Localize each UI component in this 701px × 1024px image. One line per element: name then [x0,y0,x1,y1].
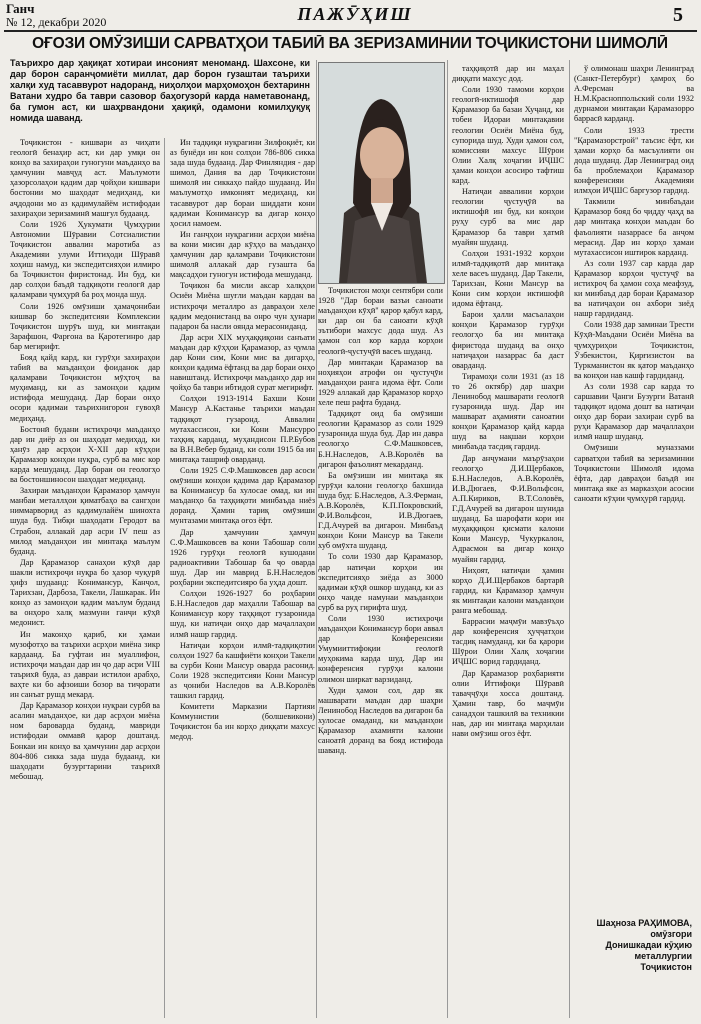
paragraph: Ба омӯзиши ин минтақа як гурӯҳи калони геологҳо бахшида шуда буд: Б.Наследов, А.З.Ферман, А.В.Королёв, К.П.Покровский, Ф.И.Вольфсон, И.В.Дюгаев, Г.Д.Ачурей ва дигарон. Минбаъд конҳои Кони Мансур ва Такели хуб омӯхта шуданд. [318,470,443,551]
article-column-2 [170,138,315,1018]
author-role: Донишкадаи кӯҳию [605,940,692,950]
article-column-5 [574,64,694,916]
paragraph: Барои ҳалли масъалаҳои конҳои Қарамазор гурӯҳи геологҳо ба ин минтақа фиристода шуданд ва онҳо натиҷаҳои назаррас ба даст оварданд. [452,310,564,370]
paragraph: То соли 1930 дар Қарамазор, дар натиҷаи корҳои ин экспедитсияҳо зиёда аз 3000 қадимаи кӯҳӣ ошкор шуданд, ки аз онҳо чанде намунаи маъданҳои сурб ва руҳ гирифта шуд. [318,552,443,612]
issue-date: № 12, декабри 2020 [6,15,107,29]
paragraph: ў олимонаш шаҳри Ленинград (Санкт-Петербург) ҳамроҳ бо А.Ферсман ва Н.М.Красноппольский соли 1932 дурнамои минтақаи Қарамазорро баррасӣ карданд. [574,64,694,124]
article-headline: ОҒОЗИ ОМӮЗИШИ САРВАТҲОИ ТАБИӢ ВА ЗЕРИЗАМИНИИ ТОҶИКИСТОНИ ШИМОЛӢ [32,35,668,52]
paragraph: Аз соли 1937 сар карда дар Қарамазор корҳои ҷустуҷӯ ва истихроҷ ба ҳамон соҳа меафзуд, ки минбаъд дар бораи Қарамазор ва натиҷаҳои он ахбори зиёд нашр гардиданд. [574,258,694,319]
paragraph: Бостонӣ будани истихроҷи маъданҳо дар ин диёр аз он шаҳодат медиҳад, ки ҳанӯз дар асрҳои X-XII дар кӯҳҳои Қарамазор конҳои нуқра, сурб ва мис кор карда мешуданд. Дар бораи он геологҳо ва бостоншиносон шаҳодат медиҳанд. [10,424,160,485]
paragraph: Солҳои 1926-1927 бо роҳбарии Б.Н.Наследов дар маҳалли Табошар ва Конимансур кору таҳқиқот гузаронида шуд, ки натиҷаи онҳо дар маҷаллаҳои илмӣ нашр гардид. [170,589,315,639]
paragraph: таҳқиқотӣ дар ин маҳал диққати махсус дод. [452,64,564,84]
paragraph: Натиҷаи аввалини корҳои геологии ҷустуҷӯӣ ва иктишофӣ ин буд, ки конҳои руҳу сурб ва мис дар Қарамазор ба таври ҳатмӣ муайян шуданд. [452,187,564,247]
paragraph: Тадқиқот оид ба омӯзиши геологии Қарамазор аз соли 1929 гузаронида шуда буд. Дар ин давра геологҳо С.Ф.Машковсев, Б.Н.Наследов, А.В.Королёв ва дигарон фаъолият мекарданд. [318,409,443,469]
paragraph: Солҳои 1931-1932 корҳои илмӣ-тадқиқотӣ дар минтақа хеле васеъ шуданд. Дар Такели, Тарихзан, Кони Мансур ва Кони сим корҳои иктишофӣ идома ёфтанд. [452,248,564,309]
page-number: 5 [673,4,683,26]
paragraph: Соли 1926 омӯзиши ҳамаҷонибаи кишвар бо экспедитсияи Комплексии Тоҷикистон шурӯъ шуд, ки минтақаи Зарафшон, Фарғона ва Қаротегинро дар бар мегирифт. [10,301,160,351]
paragraph: Баррасии маҷмӯи мавзӯъҳо дар конференсия ҳуҷҷатҳои тасдиқ намуданд, ки ба қарори Шӯрои Олии Халқ хоҷагии ИҶШС ворид гардиданд. [452,617,564,667]
paragraph: Натиҷаи корҳои илмӣ-тадқиқотии солҳои 1927 ба кашфиёти конҳои Такели ва сурби Кони Мансур оварда расонид. Соли 1928 экспедитсияи Кони Мансур аз ҷониби Наследов ва А.В.Королёв ташкил гардид. [170,640,315,701]
author-role: Тоҷикистон [640,962,692,972]
paragraph: Ин ганҷҳои нуқрагини асрҳои миёна ва кони мисин дар кӯҳҳо ва маъданҳо ҳамчунин дар қаламрави Тоҷикистони шимолӣ аллакай дар гузашта ба мақсадҳои гуногун истифода мешуданд. [170,229,315,280]
article-lead: Таърихро дар ҳақиқат хотираи инсоният меноманд. Шахсоне, ки дар борон саранҷомиёти миллат, дар борон гузаштаи таърихи халқи худ тасаввурот надоранд, ниҳолҳои марҳомоҳон бехтаринн Ватани худро ба таври сазовор баҳогузорӣ карда наметавонанд, ба гумон аст, ки шаҳрвандони ҳақиқӣ, одамони комилҳуқуқ номида шаванд. [10,58,310,123]
section-title: ПАЖӮҲИШ [297,4,413,24]
paragraph: Комитети Марказии Партияи Коммунистии (болшевикони) Тоҷикистон ба ин корҳо диққати махсус медод. [170,702,315,742]
paragraph: Тоҷикон ба мисли аксар халқҳои Осиёи Миёна шуғли маъдан кардан ва истихроҷи металлро аз давраҳои хеле қадим медонистанд ва онро чун ҳунари падарон ба насли оянда мерасониданд. [170,281,315,331]
author-signature [574,918,692,973]
portrait-image [319,63,444,283]
paragraph: Дар Қарамазор конҳои нуқраи сурбӣ ва асалин маъданҳое, ки дар асрҳои миёна ном бароварда буданд, мавриди истифодаи оммавӣ қарор доштанд. Бонкаи ин конҳо ва ҳамчунин дар асрҳои 804-806 сикка зада шуда будаанд, ки шаҳодати бузургтарини таърихӣ мебошад. [10,701,160,781]
paragraph: Ин тадқиқи нуқрагини Зилфоқиёт, ки аз бунёди ин кон солҳои 786-806 сикка зада шуда будаанд. Дар Финляндия - дар шимол, Дания ва дар Тоҷикистони шимолӣ ин сиккаҳо пайдо шудаанд. Ин маълумотҳо имконият медиҳанд, ки тасаввурот дар бораи шиддати кони қадимаи Конимансур ва дигар конҳо ҳосил намоем. [170,138,315,228]
page-header [0,0,701,30]
paragraph: Худи ҳамон сол, дар як машварати маъдан дар шаҳри Ленинобод Наследов ва дигарон ба хулосае омаданд, ки маъданҳои Қарамазор ахамияти калони саноатӣ доранд ва бояд истифода шаванд. [318,685,443,756]
paragraph: Такмили минбаъдаи Қарамазор бояд бо ҷидду ҷаҳд ва дар минтақа конҳои маъдан бо фаъолияти назаррасе ба анҷом мерасид. Дар ин корҳо ҳамаи мутахассисон иштирок карданд. [574,197,694,257]
paragraph: Тоҷикистон моҳи сентябри соли 1928 "Дар бораи вазъи саноати маъданҳои кӯҳӣ" қарор қабул кард, ки дар он ба саноати кӯҳӣ эътибори махсус дода шуд. Аз ҳамон сол кор карда корҳои геологӣ-ҷустуҷӯӣ васеъ шуданд. [318,286,443,356]
paragraph: Бояд қайд кард, ки гурӯҳи захираҳои табиӣ ва маъданҳои фоиданок дар қаламрави Тоҷикистон мӯҳтоҷ ва муҳиманд, ки аз замонҳои қадим истифода мешуданд. Дар бораи онҳо осори қадимаи таърихнигорон гувоҳӣ медиҳанд. [10,352,160,423]
paragraph: Дар анҷумани маърӯзаҳои геологҳо Д.И.Щербаков, Б.Н.Наследов, А.В.Королёв, И.В.Дюгаев, Ф.И.Вольфсон, А.П.Кириков, В.Т.Соловёв, Г.Д.Ачурей ва дигарон шунида шуданд. Ба шарофати кори ин муҳаққиқон қисмати калони Кони Мансур, Чукуркалон, Адрасмон ва дигар конҳо муайян гардид. [452,453,564,564]
paragraph: Соли 1930 истихроҷи маъданҳои Конимансур бори аввал дар Конференсияи Умумииттифоқии геологӣ муҳокима карда шуд. Дар ин конференсия гурӯҳи калони олимон ширкат варзиданд. [318,614,443,684]
paragraph: Соли 1938 дар заминаи Трести Кӯҳӣ-Маъдани Осиёи Миёна ва ҷумҳуриҳои Тоҷикистон, Ӯзбекистон, Қирғизистон ва Туркманистон як қатор маъданҳо ва конҳои нав кашф гардиданд. [574,320,694,380]
paragraph: Дар Қарамазор роҳбарияти олии Иттифоқи Шӯравӣ таваҷҷӯҳи хосса доштанд. Ҳамин тавр, бо маҷмӯи санадҳои ташкилӣ ва техникии нав, дар ин минтақа марҳилаи нави омӯзиш оғоз ёфт. [452,668,564,739]
article-column-1 [10,138,160,1018]
header-divider [4,30,697,32]
article-column-4 [452,64,564,1016]
paragraph: Дар ҳамчунин ҳамчун С.Ф.Машковсев ва кони Табошар соли 1926 гурӯҳи геологӣ кушодани радиоактивии Табошар ба ҷо оварда шуд. Дар ин маврид Б.Н.Наследов роҳбарии экспедитсияро ба уҳда дошт. [170,527,315,588]
paragraph: Тоҷикистон - кишвари аз чиҳати геологӣ бенаҳир аст, ки дар умқи он конҳо ва захираҳои гуногуни маъданҳо ва ҳамчунин мавҷуд аст. Маълумоти ҳазорсолаҳои қадим дар ҷойҳои кишвари бостонии мо шаҳодат медиҳанд, ки аҷдодони мо аз қадимулайём истифодаи захираҳои зеризаминӣ машғул будаанд. [10,138,160,218]
paragraph: Солҳои 1913-1914 Бахши Кони Мансур А.Кастанье таърихи маъдан тадқиқот гузаронд. Аввалин мутахассисон, ки Кони Мансурро таҳқиқ карданд, муҳандисон П.Р.Бубов ва В.Н.Вебер буданд, ки соли 1915 ба ин минтақа ташриф оварданд. [170,394,315,464]
author-role: омӯзгори [650,929,692,939]
paragraph: Соли 1926 Ҳукумати Ҷумҳурии Автономии Шӯравии Сотсиалистии Тоҷикистон аввалин маротиба аз Академияи улуми Иттиҳоди Шӯравӣ хоҳиш намуд, ки экспедитсияҳои илмиро ба Тоҷикистон фиристонад. Ин буд, ки дар солҳои баъдӣ тадқиқоти геологӣ дар қаламрави ҷумҳурӣ ба роҳ монда шуд. [10,219,160,300]
paragraph: Соли 1925 С.Ф.Машковсев дар асоси омӯзиши конҳои қадима дар Қарамазор ва Конимансур ба хулосае омад, ки ин маъданҳо ба таҳқиқоти минбаъда ниёз доранд. Ҳамин тариқ омӯзиши мунтазами минтақа оғоз ёфт. [170,466,315,526]
paragraph: Ин маконҳо қариб, ки ҳамаи музофотҳо ва таърихи асрҳои миёна зикр кардаанд. Ба гуфтаи ин муаллифон, истихроҷи маъдан дар ин ҷо дар асри VIII таърихӣ буда, аз давраи истилои арабҳо, ваҳте ки бо афзоиши бозор ва тиҷорати ин санъат рушд мекард. [10,629,160,700]
paragraph: Соли 1930 тамоми корҳои геологӣ-иктишофӣ дар Қарамазор ба базаи Хуҷанд, ки тобеи Идораи минтақавии геологии Осиёи Миёна буд, супорида шуд. Худи ҳамон сол, комиссияи махсус Шӯрои Олии Халқ хоҷагии ИҶШС ҳамаи конҳои асосиро тафтиш кард. [452,85,564,186]
column-rule [447,60,448,1018]
paragraph: Аз соли 1938 сар карда то саршавии Ҷанги Бузурги Ватанӣ тадқиқот идома дошт ва натиҷаи онҳо дар бораи захираи сурб ва руҳи Қарамазор дар маҷаллаҳои илмӣ нашр шуданд. [574,381,694,442]
column-rule [569,60,570,1018]
paragraph: Омӯзиши муназзами сарватҳои табиӣ ва зеризаминии Тоҷикистони Шимолӣ идома ёфта, дар давраҳои баъдӣ ин минтақа яке аз марказҳои асосии саноати кӯҳии ҷумҳурӣ гардид. [574,443,694,503]
author-name: Шаҳноза РАҲИМОВА, [596,918,692,928]
column-rule [316,60,317,1018]
paper-name: Ганч [6,1,35,16]
article-column-3 [318,286,443,1016]
paragraph: Соли 1933 трести "Қарамазорстрой" таъсис ёфт, ки ҳамаи корҳо ба масъулияти он дода шуданд. Дар Ленинград оид ба проблемаҳои Қарамазор конференсияи Академияи илмҳои ИҶШС баргузор гардид. [574,125,694,196]
paragraph: Тирамоҳи соли 1931 (аз 18 то 26 октябр) дар шаҳри Ленинобод машварати геологӣ гузаронида шуд. Дар ин машварат аҳамияти саноатии конҳои Қарамазор қайд карда шуд ва нақшаи корҳои минбаъда тасдиқ гардид. [452,371,564,452]
paragraph: Дар асри XIX муҳаққиқони санъати маъдан дар кӯҳҳои Қарамазор, аз ҷумла дар Кони сим, Кони мис ва дигарҳо, конҳои қадима ёфтанд ва дар бораи онҳо навиштанд. Истихроҷи маъданҳо дар ин ҷойҳо ба таври ибтидоӣ сурат мегирифт. [170,332,315,393]
author-role: металлургии [634,951,692,961]
column-rule [164,138,165,1018]
paragraph: Дар Қарамазор санаҳои кӯҳӣ дар шакли истихроҷи нуқра бо ҳазор чуқурӣ ҳифз шудаанд: Конимансур, Канҷол, Тарихзан, Дарбоза, Такели, Лашкарак. Ин конҳо аз замонҳои қадим маълум буданд ва онҳоро халқ мазмуни ганҷи кӯҳӣ медонист. [10,557,160,628]
paragraph: Дар минтақаи Қарамазор ва ноҳияҳои атрофи он ҷустуҷӯи маъданҳои ранга идома ёфт. Соли 1929 аллакай дар Қарамазор корҳо хеле пеш рафта буданд. [318,357,443,408]
paragraph: Захираи маъданҳои Қарамазор ҳамчун манбаи металлҳои қиматбаҳо ва сангҳои ниммарворид аз қадимулайём шинохта шуда буд. Тибқи шаҳодати Геродот ва Страбон, аллакай дар асри IV пеш аз милод маъданҳои ин минтақа маълум буданд. [10,486,160,556]
paragraph: Ниҳоят, натиҷаи ҳамин корҳо Д.И.Щербаков бартарӣ гардид, ки Қарамазор ҳамчун як минтақаи калони маъданҳои ранга мебошад. [452,565,564,615]
author-photo [318,62,445,284]
